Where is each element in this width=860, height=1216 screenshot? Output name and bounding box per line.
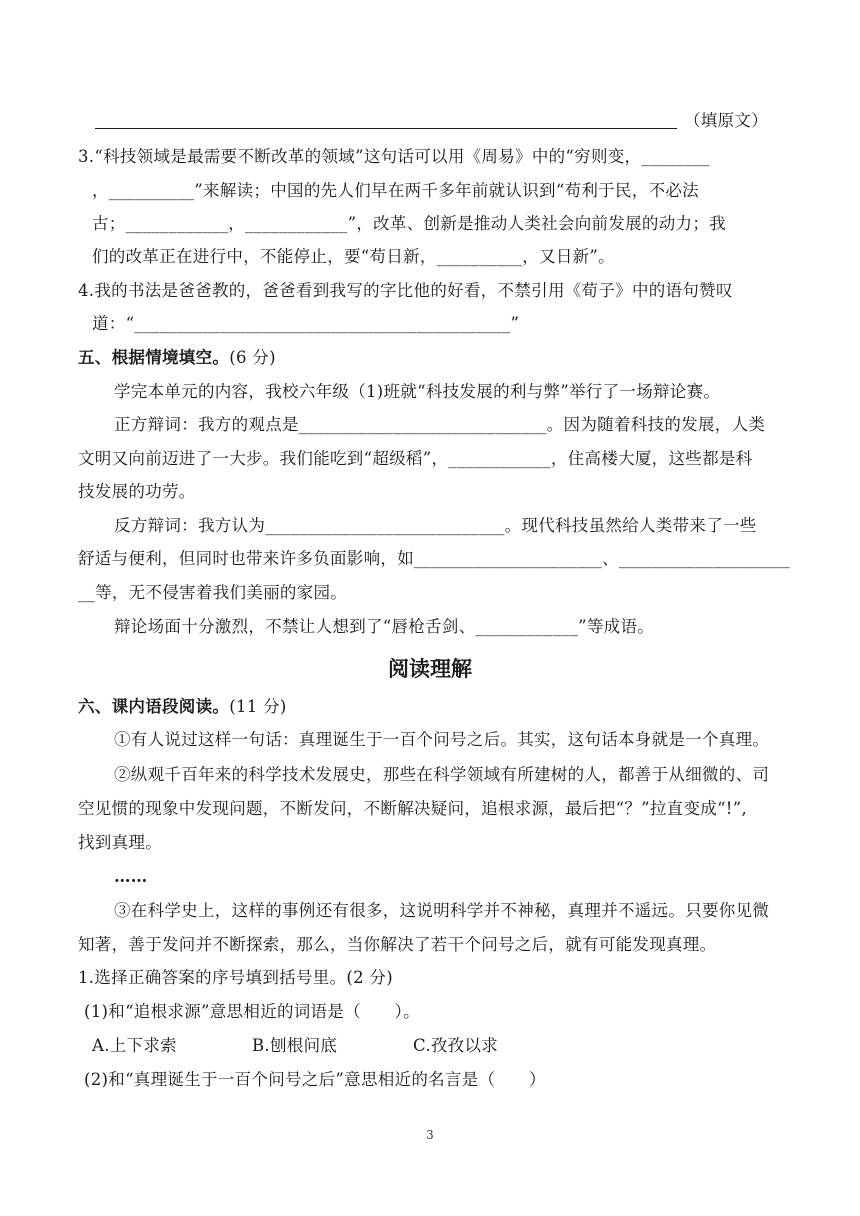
passage-para2-line2: 空见惯的现象中发现问题，不断发问，不断解决疑问，追根求源，最后把“？”拉直变成“!”, bbox=[78, 799, 748, 818]
passage-ellipsis: …… bbox=[114, 867, 148, 886]
passage-para2-line3: 找到真理。 bbox=[78, 833, 162, 852]
fill-original-note: （填原文） bbox=[684, 111, 768, 130]
section6-score: (11 分) bbox=[229, 697, 287, 716]
q4-line1: 4.我的书法是爸爸教的，爸爸看到我写的字比他的好看，不禁引用《荀子》中的语句赞叹 bbox=[78, 281, 733, 300]
section6-heading-text: 六、课内语段阅读。 bbox=[78, 697, 230, 716]
affirmative-line3: 技发展的功劳。 bbox=[78, 482, 196, 501]
section6-heading bbox=[78, 696, 287, 718]
passage-para2-line1: ②纵观千百年来的科学技术发展史，那些在科学领域有所建树的人，都善于从细微的、司 bbox=[114, 765, 770, 784]
question-1: 1.选择正确答案的序号填到括号里。(2 分) bbox=[78, 968, 393, 987]
question-1-2: (2)和“真理诞生于一百个问号之后”意思相近的名言是（ ） bbox=[84, 1070, 546, 1089]
q3-line3: 古；____________，____________”，改革、创新是推动人类社会向前发展的动力；我 bbox=[92, 214, 726, 233]
option-b: B.刨根问底 bbox=[252, 1036, 338, 1055]
section5-intro: 学完本单元的内容，我校六年级（1)班就“科技发展的利与弊”举行了一场辩论赛。 bbox=[114, 382, 721, 401]
passage-para3-line1: ③在科学史上，这样的事例还有很多，这说明科学并不神秘，真理并不遥远。只要你见微 bbox=[114, 901, 770, 920]
affirmative-line2: 文明又向前迈进了一大步。我们能吃到“超级稻”，____________，住高楼大厦，这些都是科 bbox=[78, 449, 753, 468]
affirmative-line1: 正方辩词：我方的观点是_____________________________。因为随着科技的发展，人类 bbox=[114, 415, 766, 434]
negative-line1: 反方辩词：我方认为____________________________。现代科技虽然给人类带来了一些 bbox=[114, 516, 757, 535]
page-number: 3 bbox=[426, 1128, 434, 1142]
section5-heading-text: 五、根据情境填空。 bbox=[78, 348, 230, 367]
q3-line4: 们的改革正在进行中，不能停止，要“苟日新，__________，又日新”。 bbox=[92, 247, 615, 266]
question-1-1: (1)和“追根求源”意思相近的词语是（ ）。 bbox=[84, 1002, 420, 1021]
negative-line3: __等，无不侵害着我们美丽的家园。 bbox=[78, 583, 348, 602]
answer-blank-line bbox=[95, 128, 677, 129]
debate-idioms-line: 辩论场面十分激烈，不禁让人想到了“唇枪舌剑、____________”等成语。 bbox=[114, 617, 655, 636]
q3-line2: ，__________”来解读；中国的先人们早在两千多年前就认识到“苟利于民，不必法 bbox=[92, 181, 699, 200]
section5-heading bbox=[78, 347, 276, 369]
section5-score: (6 分) bbox=[229, 348, 276, 367]
passage-para3-line2: 知著，善于发问并不断探索，那么，当你解决了若干个问号之后，就有可能发现真理。 bbox=[78, 935, 717, 954]
q3-line1: 3.“科技领域是最需要不断改革的领域”这句话可以用《周易》中的“穷则变，________ bbox=[78, 147, 710, 166]
passage-para1: ①有人说过这样一句话：真理诞生于一百个问号之后。其实，这句话本身就是一个真理。 bbox=[114, 730, 770, 749]
reading-title: 阅读理解 bbox=[388, 656, 472, 681]
q4-line2: 道：“____________________________________________” bbox=[92, 314, 520, 333]
option-a: A.上下求索 bbox=[92, 1036, 177, 1055]
option-c: C.孜孜以求 bbox=[413, 1036, 499, 1055]
negative-line2: 舒适与便利，但同时也带来许多负面影响，如______________________、____________________ bbox=[78, 549, 790, 568]
